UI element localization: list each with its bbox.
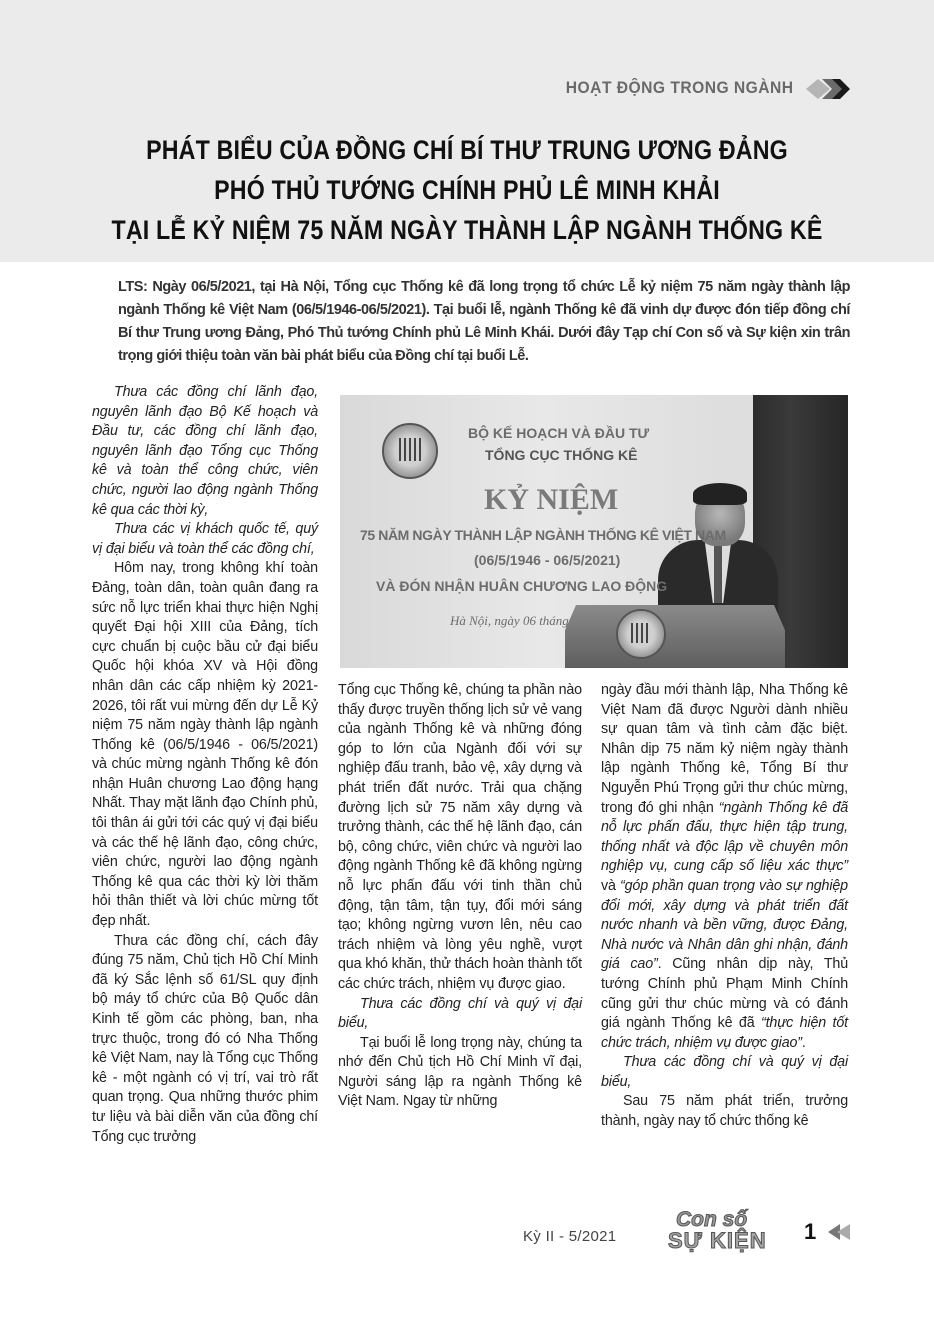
podium (565, 605, 785, 668)
text: . Cũng nhân dịp này, Thủ tướng Chính phủ Phạm Minh Chính cũng gửi thư chúc mừng và có đánh giá ngành Thống kê đã (601, 956, 848, 1032)
article-title (100, 130, 834, 250)
photo-text: BỘ KẾ HOẠCH VÀ ĐẦU TƯ (468, 425, 650, 441)
paragraph: Thưa các đồng chí và quý vị đại biểu, (338, 995, 582, 1032)
title-line: TẠI LỄ KỶ NIỆM 75 NĂM NGÀY THÀNH LẬP NGÀNH THỐNG KÊ (111, 215, 823, 245)
quote: “ngành Thống kê đã nỗ lực phấn đấu, thực hiện tập trung, thống nhất và độc lập về chuyên môn nghiệp vụ, cung cấp số liệu xác thực” (601, 799, 848, 875)
paragraph: Sau 75 năm phát triển, trưởng thành, ngày nay tổ chức thống kê (601, 1093, 848, 1130)
paragraph: Thưa các đồng chí lãnh đạo, nguyên lãnh đạo Bộ Kế hoạch và Đầu tư, các đồng chí lãnh đạo, nguyên lãnh đạo Tổng cục Thống kê và toàn thể công chức, viên chức, người lao động ngành Thống kê qua các thời kỳ, (92, 384, 318, 518)
title-line: PHÓ THỦ TƯỚNG CHÍNH PHỦ LÊ MINH KHẢI (214, 175, 720, 205)
photo-text: TỔNG CỤC THỐNG KÊ (485, 447, 638, 463)
paragraph: Tại buổi lễ long trọng này, chúng ta nhớ đến Chủ tịch Hồ Chí Minh vĩ đại, Người sáng lập ra ngành Thống kê Việt Nam. Ngay từ những (338, 1034, 582, 1110)
column-3 (601, 681, 848, 1132)
column-2 (338, 681, 582, 1112)
podium-seal-icon (616, 609, 666, 659)
quote: “góp phần quan trọng vào sự nghiệp đổi mới, xây dựng và phát triển đất nước nhanh và bền vững, được Đảng, Nhà nước và Nhân dân ghi nhận, đánh giá cao” (601, 877, 848, 973)
photo-text: (06/5/1946 - 06/5/2021) (474, 552, 621, 568)
chevron-icon (800, 78, 854, 100)
column-1 (92, 383, 318, 1147)
paragraph: Thưa các đồng chí và quý vị đại biểu, (601, 1054, 848, 1090)
event-photo (340, 395, 848, 668)
editor-note: LTS: Ngày 06/5/2021, tại Hà Nội, Tổng cục Thống kê đã long trọng tổ chức Lễ kỷ niệm 75 năm ngày thành lập ngành Thống kê Việt Nam (06/5/1946-06/5/2021). Tại buổi lễ, ngành Thống kê đã vinh dự được đón tiếp đồng chí Bí thư Trung ương Đảng, Phó Thủ tướng Chính phủ Lê Minh Khái. Dưới đây Tạp chí Con số và Sự kiện xin trân trọng giới thiệu toàn văn bài phát biểu của Đồng chí tại buổi Lễ. (118, 279, 850, 364)
section-label: HOẠT ĐỘNG TRONG NGÀNH (566, 78, 794, 97)
photo-text: 75 NĂM NGÀY THÀNH LẬP NGÀNH THỐNG KÊ VIỆT NAM (360, 527, 726, 543)
paragraph: Thưa các vị khách quốc tế, quý vị đại biểu và toàn thể các đồng chí, (92, 521, 318, 557)
paragraph: Hôm nay, trong không khí toàn Đảng, toàn dân, toàn quân đang ra sức nỗ lực triển khai thực hiện Nghị quyết Đại hội XIII của Đảng, tích cực chuẩn bị cuộc bầu cử đại biểu Quốc hội khóa XV và Hội đồng nhân dân các cấp nhiệm kỳ 2021-2026, tôi rất vui mừng đến dự Lễ Kỷ niệm 75 năm ngày thành lập ngành Thống kê (06/5/1946 - 06/5/2021) và chúc mừng ngành Thống kê đón nhận Huân chương Lao động hạng Nhất. Thay mặt lãnh đạo Chính phủ, tôi thân ái gửi tới các quý vị đại biểu và các thế hệ lãnh đạo, công chức, viên chức, người lao động ngành Thống kê qua các thời kỳ lời thăm hỏi thân thiết và lời chúc mừng tốt đẹp nhất. (92, 560, 318, 930)
paragraph: Thưa các đồng chí, cách đây đúng 75 năm, Chủ tịch Hồ Chí Minh đã ký Sắc lệnh số 61/SL quy định bộ máy tổ chức của Bộ Quốc dân Kinh tế gồm các phòng, ban, nha trực thuộc, trong đó có Nha Thống kê Việt Nam, nay là Tổng cục Thống kê - một ngành có vị trí, vai trò rất quan trọng. Qua những thước phim tư liệu và bài diễn văn của đồng chí Tổng cục trưởng (92, 932, 318, 1145)
text: ngày đầu mới thành lập, Nha Thống kê Việt Nam đã được Người dành nhiều sự quan tâm và tình cảm đặc biệt. Nhân dịp 75 năm kỷ niệm ngày thành lập ngành Thống kê, Tổng Bí thư Nguyễn Phú Trọng gửi thư chúc mừng, trong đó ghi nhận (601, 682, 848, 816)
speaker-hair (693, 483, 747, 505)
text: . (801, 1034, 806, 1051)
photo-text: KỶ NIỆM (484, 483, 619, 516)
text: và (601, 877, 620, 894)
title-line: PHÁT BIỂU CỦA ĐỒNG CHÍ BÍ THƯ TRUNG ƯƠNG ĐẢNG (146, 135, 788, 165)
quote: “thực hiện tốt chức trách, nhiệm vụ được giao” (601, 1015, 848, 1051)
issue-label: Kỳ II - 5/2021 (523, 1228, 617, 1245)
logo-text: SỰ KIỆN (668, 1228, 767, 1253)
magazine-logo (668, 1210, 784, 1254)
logo-text: Con số (676, 1208, 748, 1231)
paragraph: Tổng cục Thống kê, chúng ta phần nào thấy được truyền thống lịch sử vẻ vang của ngành Thống kê và những đóng góp to lớn của Ngành đối với sự nghiệp đấu tranh, bảo vệ, xây dựng và phát triển đất nước. Trải qua chặng đường lịch sử 75 năm xây dựng và trưởng thành, các thế hệ lãnh đạo, cán bộ, công chức, viên chức và người lao động ngành Thống kê đã không ngừng nỗ lực phấn đấu với tinh thần chủ động, tận tâm, tận tụy, đổi mới sáng tạo; không ngừng vươn lên, nêu cao trách nhiệm và lòng yêu nghề, vượt qua khó khăn, thử thách hoàn thành tốt các chức trách, nhiệm vụ được giao. (338, 682, 582, 992)
page-number: 1 (804, 1219, 817, 1244)
photo-text: Hà Nội, ngày 06 tháng (450, 613, 569, 628)
photo-text: VÀ ĐÓN NHẬN HUÂN CHƯƠNG LAO ĐỘNG (376, 578, 668, 594)
paragraph (601, 681, 848, 1053)
double-arrow-left-icon (828, 1222, 852, 1242)
gso-seal-icon (382, 423, 438, 479)
